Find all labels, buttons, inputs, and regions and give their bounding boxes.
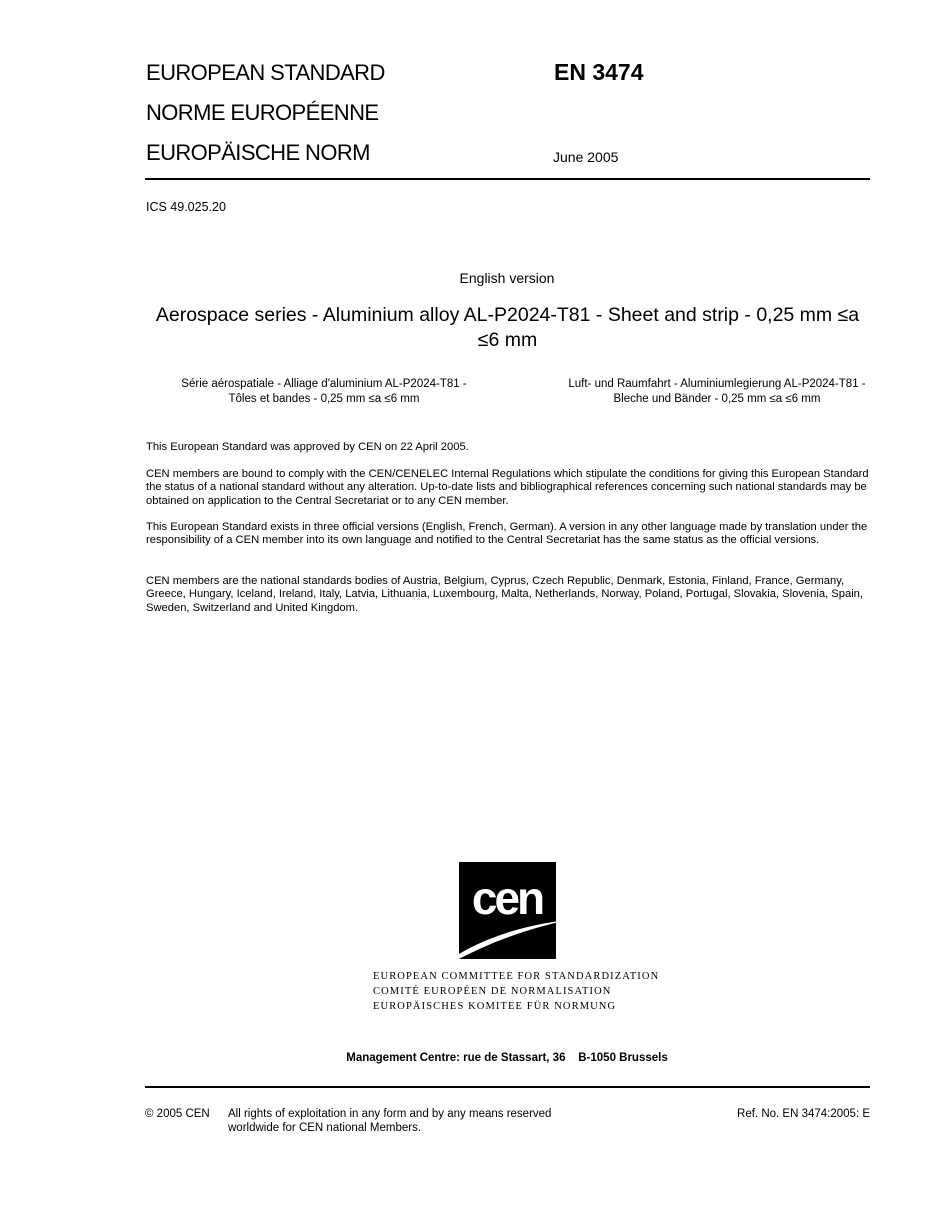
committee-german: EUROPÄISCHES KOMITEE FÜR NORMUNG xyxy=(373,1001,617,1012)
ics-code: ICS 49.025.20 xyxy=(146,200,226,214)
management-centre: Management Centre: rue de Stassart, 36 B-1050 Brussels xyxy=(346,1052,668,1064)
members-paragraph: CEN members are the national standards bodies of Austria, Belgium, Cyprus, Czech Republic, Denmark, Estonia, Finland, France, Germany, Greece, Hungary, Iceland, Ireland, Italy, Latvia, Lithuania, Luxembourg, Malta, Netherlands, Norway, Poland, Portugal, Slovakia, Slovenia, Spain, Sweden, Switzerland and United Kingdom. xyxy=(146,575,864,614)
subtitle-french-line2: Tôles et bandes - 0,25 mm ≤a ≤6 mm xyxy=(228,393,420,405)
versions-paragraph: This European Standard exists in three official versions (English, French, German). A version in any other language made by translation under the responsibility of a CEN member into its own language and notified to the Central Secretariat has the same status as the official versions. xyxy=(146,521,868,547)
title-german: EUROPÄISCHE NORM xyxy=(146,140,370,165)
rights-notice xyxy=(228,1107,551,1135)
reference-number: Ref. No. EN 3474:2005: E xyxy=(737,1108,870,1120)
publication-date: June 2005 xyxy=(553,149,619,165)
approval-paragraph: This European Standard was approved by CEN on 22 April 2005. xyxy=(146,441,469,453)
committee-french: COMITÉ EUROPÉEN DE NORMALISATION xyxy=(373,986,612,997)
standard-number: EN 3474 xyxy=(554,59,644,85)
compliance-paragraph: CEN members are bound to comply with the CEN/CENELEC Internal Regulations which stipulate the conditions for giving this European Standard the status of a national standard without any alteration. Up-to-date lists and bibliographical references concerning such national standards may be obtained on application to the Central Secretariat or to any CEN member. xyxy=(146,468,869,507)
committee-english: EUROPEAN COMMITTEE FOR STANDARDIZATION xyxy=(373,971,660,982)
subtitle-french xyxy=(145,377,503,407)
title-french: NORME EUROPÉENNE xyxy=(146,100,379,125)
cen-logo-icon xyxy=(459,862,569,962)
copyright: © 2005 CEN xyxy=(145,1108,210,1120)
rights-line2: worldwide for CEN national Members. xyxy=(228,1122,422,1134)
header-rule xyxy=(145,178,870,180)
subtitle-french-line1: Série aérospatiale - Alliage d'aluminium AL-P2024-T81 - xyxy=(181,378,467,390)
cen-logo-text: cen xyxy=(471,872,543,924)
subtitle-german-line2: Bleche und Bänder - 0,25 mm ≤a ≤6 mm xyxy=(613,393,821,405)
rights-line1: All rights of exploitation in any form and by any means reserved xyxy=(228,1108,552,1120)
subtitle-german xyxy=(508,377,926,407)
main-title: Aerospace series - Aluminium alloy AL-P2024-T81 - Sheet and strip - 0,25 mm ≤a ≤6 mm xyxy=(155,304,860,351)
title-english: EUROPEAN STANDARD xyxy=(146,60,385,85)
subtitle-german-line1: Luft- und Raumfahrt - Aluminiumlegierung AL-P2024-T81 - xyxy=(568,378,866,390)
footer-rule xyxy=(145,1086,870,1088)
version-label: English version xyxy=(459,270,555,286)
